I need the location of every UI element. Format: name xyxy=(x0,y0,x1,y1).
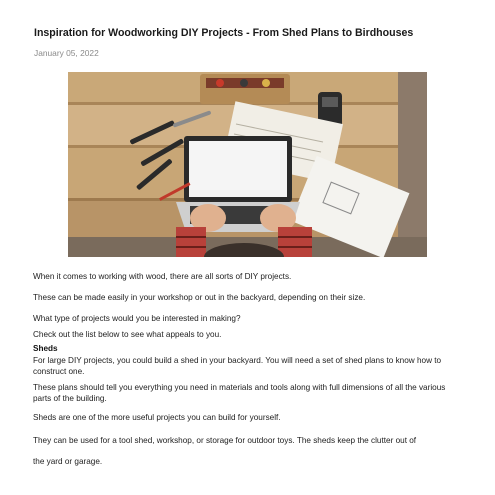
paragraph-question: What type of projects would you be interested in making? xyxy=(33,314,241,323)
sheds-paragraph-3: Sheds are one of the more useful projects you can build for yourself. xyxy=(33,413,281,422)
paragraph-list: Check out the list below to see what appeals to you. xyxy=(33,330,222,339)
paragraph-intro: When it comes to working with wood, there are all sorts of DIY projects. xyxy=(33,272,292,281)
sheds-paragraph-1: For large DIY projects, you could build a shed in your backyard. You will need a set of shed plans to know how to construct one. xyxy=(33,356,442,377)
article-title: Inspiration for Woodworking DIY Projects - From Shed Plans to Birdhouses xyxy=(34,27,414,39)
paragraph-size: These can be made easily in your workshop or out in the backyard, depending on their size. xyxy=(33,293,366,302)
sheds-heading: Sheds xyxy=(33,344,58,353)
article-date: January 05, 2022 xyxy=(34,48,99,58)
sheds-paragraph-4: They can be used for a tool shed, workshop, or storage for outdoor toys. The sheds keep the clutter out of xyxy=(33,436,417,445)
sheds-paragraph-2: These plans should tell you everything you need in materials and tools along with full dimensions of all the various parts of the building. xyxy=(33,383,446,404)
sheds-paragraph-5: the yard or garage. xyxy=(33,457,103,466)
hero-image xyxy=(68,72,427,257)
